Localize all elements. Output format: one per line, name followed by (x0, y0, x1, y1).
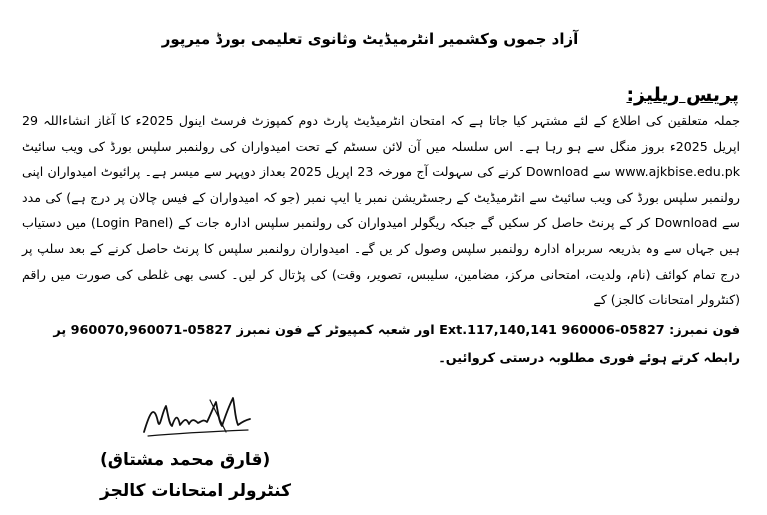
body-text-part-2: سے (592, 164, 611, 180)
phone-label: فون نمبرز: (669, 323, 740, 338)
website-link[interactable]: www.ajkbise.edu.pk (614, 164, 740, 180)
board-title: آزاد جموں وکشمیر انٹرمیڈیٹ وثانوی تعلیمی بورڈ میرپور (161, 30, 579, 48)
download-word-1: Download (525, 164, 589, 180)
body-text-part-5: میں دستیاب ہیں جہاں سے وہ بذریعہ سربراہ ادارہ رولنمبر سلپس وصول کر یں گے۔ امیدواران رولنمبر سلپس کا پرنٹ حاصل کرنے کے بعد سلپ پر درج تمام کوائف (نام، ولدیت، امتحانی مرکز، مضامین، سلیبس، تصویر، وقت) کی پڑتال کر لیں۔ کسی بھی غلطی کی صورت میں راقم (کنٹرولر امتحانات کالجز) کے (22, 215, 740, 308)
download-word-2: Download (654, 215, 718, 231)
login-panel-text: (Login Panel) (90, 215, 174, 231)
signatory-name: (قارق محمد مشتاق) (100, 450, 271, 470)
contact-instruction: پر رابطہ کرتے ہوئے فوری مطلوبہ درستی کروائیں۔ (53, 323, 740, 366)
press-release-body (22, 108, 740, 313)
body-text-part-4: کر کے پرنٹ حاصل کر سکیں گے جبکہ ریگولر امیدواران کی رولنمبر سلپس ادارہ جات کے (178, 215, 651, 231)
phone-numbers-computer: 05827-960070,960071 (70, 323, 233, 338)
contact-line (22, 317, 740, 373)
press-release-heading: پریس ریلیز: (626, 84, 739, 106)
signatory-designation: کنٹرولر امتحانات کالجز (100, 481, 291, 501)
computer-section-text: اور شعبہ کمپیوٹر کے فون نمبرز (236, 323, 435, 338)
phone-numbers-main: 05827-960006 Ext.117,140,141 (439, 323, 665, 338)
body-text-part-3: کرنے کی سہولت آج مورخہ 23 اپریل 2025 بعداز دوپہر سے میسر ہے۔ پرائیوٹ امیدواران اپنی رولنمبر سلپس بورڈ کی ویب سائیٹ سے انٹرمیڈیٹ کے رجسٹریشن نمبر یا ایپ نمبر (جو کہ امیدواران کے فیس چالان پر درج ہے) کی مدد سے (22, 164, 740, 231)
body-text-part-1: جملہ متعلقین کی اطلاع کے لئے مشتہر کیا جاتا ہے کہ امتحان انٹرمیڈیٹ پارٹ دوم کمپوزٹ فرسٹ اینول 2025ء کا آغاز انشاءاللہ 29 اپریل 2025ء بروز منگل سے ہو رہا ہے۔ اس سلسلہ میں آن لائن سسٹم کے تحت امیدواران کی رولنمبر سلپس بورڈ کی ویب سائیٹ (22, 113, 740, 154)
handwritten-signature (140, 392, 255, 444)
